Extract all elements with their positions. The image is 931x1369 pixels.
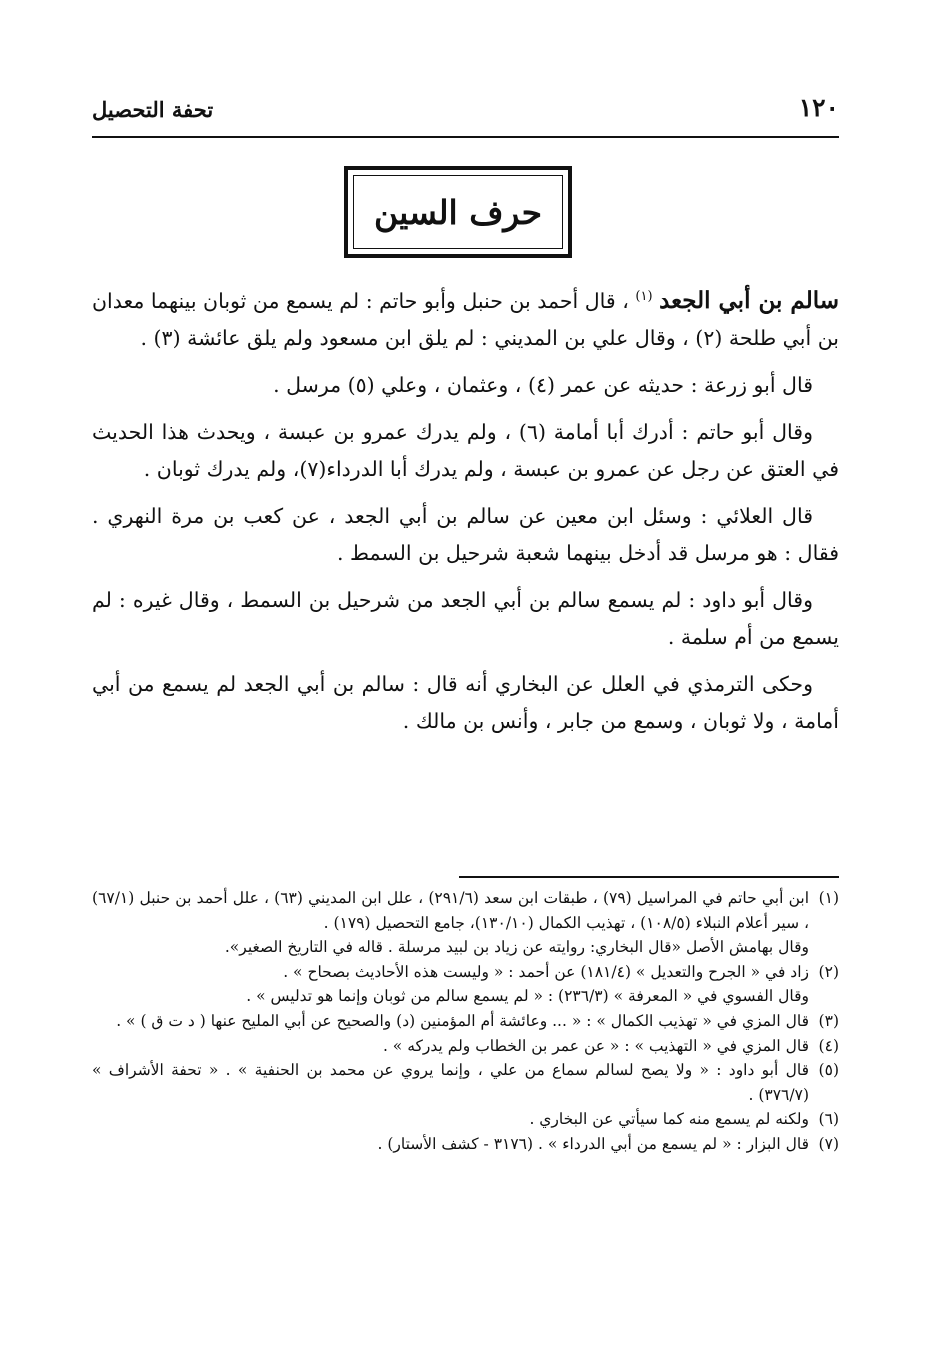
footnote-number: (٥) [818, 1061, 839, 1080]
footnote [92, 960, 839, 985]
footnote [92, 1034, 839, 1059]
page-number: ١٢٠ [798, 93, 839, 122]
footnote-text: قال أبو داود : « ولا يصح لسالم سماع من علي ، وإنما يروي عن محمد بن الحنفية » . « تحفة الأشراف » (٣٧٦/٧) . [92, 1061, 809, 1104]
entry-name: سالم بن أبي الجعد [659, 287, 839, 314]
paragraph: قال أبو زرعة : حديثه عن عمر (٤) ، وعثمان ، وعلي (٥) مرسل . [273, 373, 813, 397]
footnote [92, 1058, 839, 1107]
running-header [92, 82, 839, 122]
footnote [92, 1009, 839, 1034]
footnote [92, 1107, 839, 1132]
footnote-text: قال البزار : « لم يسمع من أبي الدرداء » . (٣١٧٦ - كشف الأستار) . [377, 1134, 809, 1153]
footnote-text: ابن أبي حاتم في المراسيل (٧٩) ، طبقات ابن سعد (٢٩١/٦) ، علل ابن المديني (٦٣) ، علل أحمد بن حنبل (٦٧/١) ، سير أعلام النبلاء (١٠٨/٥) ، تهذيب الكمال (١٣٠/١٠)، جامع التحصيل (١٧٩) . [92, 889, 810, 932]
footnote-number: (٣) [818, 1011, 839, 1030]
header-rule [92, 136, 839, 138]
footnote-text: ولكنه لم يسمع منه كما سيأتي عن البخاري . [529, 1110, 809, 1129]
main-text [92, 282, 839, 750]
paragraph [92, 282, 839, 357]
chapter-title: حرف السين [353, 175, 563, 249]
footnotes [92, 886, 839, 1157]
paragraph: وقال أبو داود : لم يسمع سالم بن أبي الجعد من شرحيل بن السمط ، وقال غيره : لم يسمع من أم سلمة . [92, 588, 839, 649]
footnote-ref: (١) [635, 289, 653, 305]
paragraph: وحكى الترمذي في العلل عن البخاري أنه قال : سالم بن أبي الجعد لم يسمع من أبي أمامة ، ولا ثوبان ، وسمع من جابر ، وأنس بن مالك . [92, 672, 839, 733]
footnote [92, 886, 839, 935]
footnote-number: (٤) [818, 1036, 839, 1055]
footnote-note: وقال الفسوي في « المعرفة » (٢٣٦/٣) : « لم يسمع سالم من ثوبان وإنما هو تدليس » . [246, 987, 809, 1006]
footnote-number: (١) [818, 889, 840, 907]
book-title: تحفة التحصيل [92, 97, 214, 122]
paragraph: وقال أبو حاتم : أدرك أبا أمامة (٦) ، ولم يدرك عمرو بن عبسة ، ويحدث هذا الحديث في العتق عن رجل عن عمرو بن عبسة ، ولم يدرك أبا الدرداء(٧)، ولم يدرك ثوبان . [92, 420, 839, 481]
footnote-text: قال المزي في « تهذيب الكمال » : « ... وعائشة أم المؤمنين (د) والصحيح عن أبي المليح عنها ( د ت ق ) » . [116, 1011, 809, 1030]
footnote-text: زاد في « الجرح والتعديل » (١٨١/٤) عن أحمد : « وليست هذه الأحاديث بصحاح » . [283, 962, 809, 981]
paragraph-text: ، قال أحمد بن حنبل وأبو حاتم : لم يسمع من ثوبان بينهما معدان بن أبي طلحة (٢) ، وقال علي بن المديني : لم يلق ابن مسعود ولم يلق عائشة (٣) . [92, 289, 839, 350]
paragraph: قال العلائي : وسئل ابن معين عن سالم بن أبي الجعد ، عن كعب بن مرة النهري . فقال : هو مرسل قد أدخل بينهما شعبة شرحيل بن السمط . [92, 504, 839, 565]
footnote-number: (٦) [818, 1110, 839, 1129]
footnote-text: قال المزي في « التهذيب » : « عن عمر بن الخطاب ولم يدركه » . [382, 1036, 809, 1055]
chapter-title-frame [344, 166, 572, 258]
footnote-number: (٧) [818, 1134, 839, 1153]
footnote-note: وقال بهامش الأصل «قال البخاري: روايته عن زياد بن لبيد مرسلة . قاله في التاريخ الصغير». [224, 938, 809, 957]
footnote-rule [459, 876, 839, 878]
footnote [92, 1132, 839, 1157]
footnote-number: (٢) [818, 962, 839, 981]
